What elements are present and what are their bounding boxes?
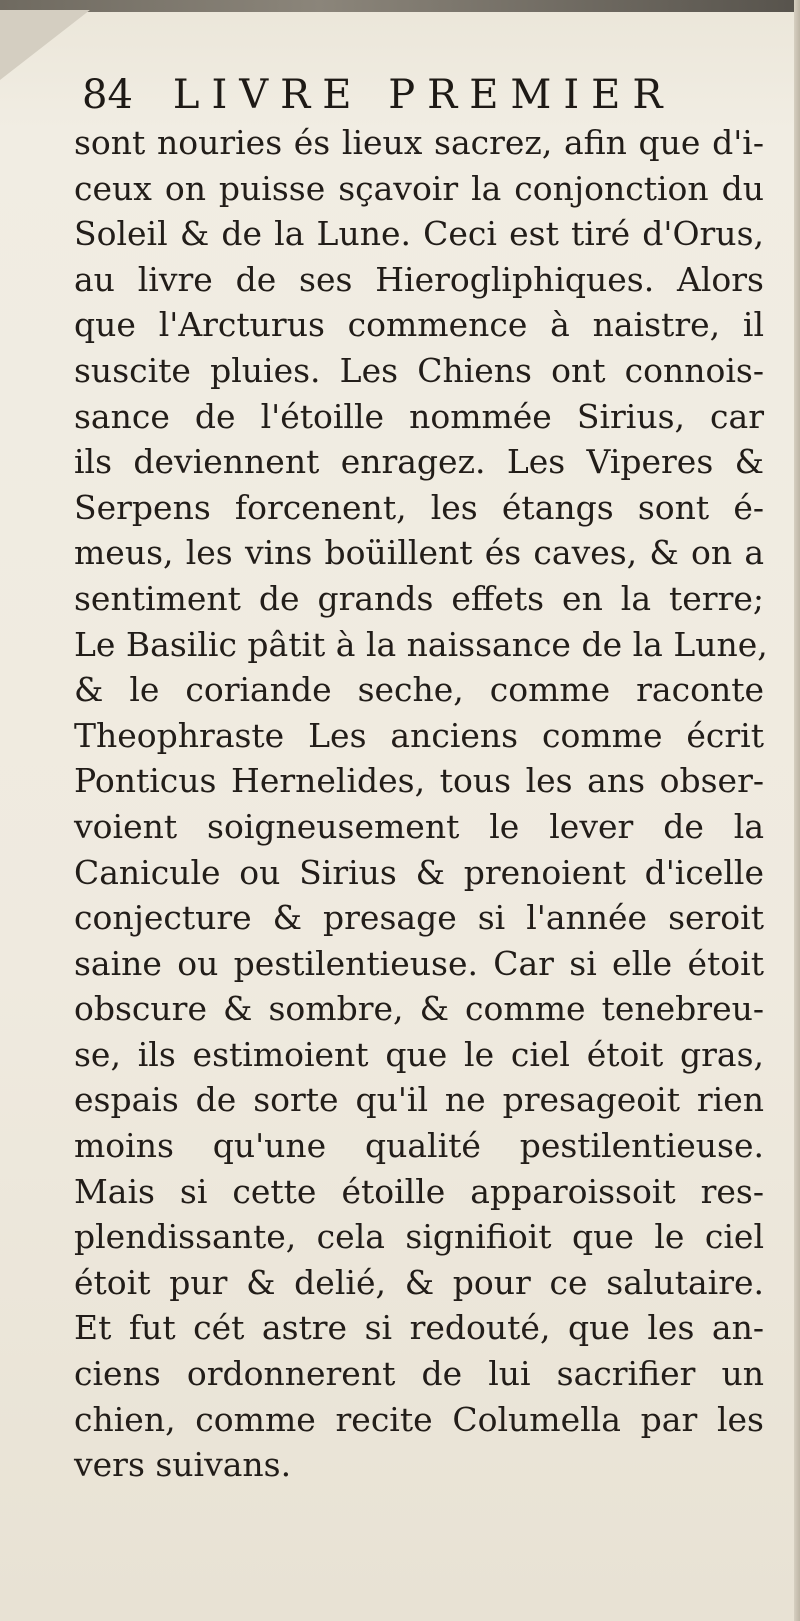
text-line: au livre de ses Hierogliphiques. Alors [74,259,764,299]
text-line: espais de sorte qu'il ne presageoit rien [74,1080,764,1120]
text-line: meus, les vins boüillent és caves, & on a [74,533,764,573]
page-right-edge [794,0,800,1621]
text-line: plendissante, cela signifioit que le ciel [74,1217,764,1257]
text-line: que l'Arcturus commence à naistre, il [74,305,764,345]
page-top-edge [0,0,800,12]
text-line: Theophraste Les anciens comme écrit [74,715,764,755]
text-line: voient soigneusement le lever de la [74,806,764,846]
page-number: 84 [82,72,133,118]
text-line: sont nouries és lieux sacrez, afin que d'i- [74,123,764,162]
text-line: ceux on puisse sçavoir la conjonction du [74,168,764,208]
text-line: moins qu'une qualité pestilentieuse. [74,1126,764,1166]
text-line: étoit pur & delié, & pour ce salutaire. [74,1262,764,1302]
text-line: Ponticus Hernelides, tous les ans obser- [74,761,764,801]
text-line: Le Basilic pâtit à la naissance de la Lune, [74,624,768,664]
body-text [74,120,768,1488]
text-line: conjecture & presage si l'année seroit [74,898,764,938]
text-line: sentiment de grands effets en la terre; [74,578,764,618]
text-line: saine ou pestilentieuse. Car si elle étoit [74,943,764,983]
text-line: ciens ordonnerent de lui sacrifier un [74,1354,764,1394]
text-line: Mais si cette étoille apparoissoit res- [74,1171,764,1211]
page-corner-fold [0,10,90,80]
text-line: & le coriande seche, comme raconte [74,670,764,710]
text-line: Serpens forcenent, les étangs sont é- [74,487,764,527]
text-line: se, ils estimoient que le ciel étoit gras, [74,1034,764,1074]
text-line: sance de l'étoille nommée Sirius, car [74,396,764,436]
text-line: Et fut cét astre si redouté, que les an- [74,1308,764,1348]
text-line: ils deviennent enragez. Les Viperes & [74,442,764,482]
text-line: chien, comme recite Columella par les [74,1399,764,1439]
text-line: vers suivans. [74,1445,292,1485]
text-line: suscite pluies. Les Chiens ont connois- [74,350,764,390]
running-title: LIVRE PREMIER [172,72,675,118]
text-line: Canicule ou Sirius & prenoient d'icelle [74,852,764,892]
text-line: obscure & sombre, & comme tenebreu- [74,989,764,1029]
text-line: Soleil & de la Lune. Ceci est tiré d'Orus, [74,214,764,254]
